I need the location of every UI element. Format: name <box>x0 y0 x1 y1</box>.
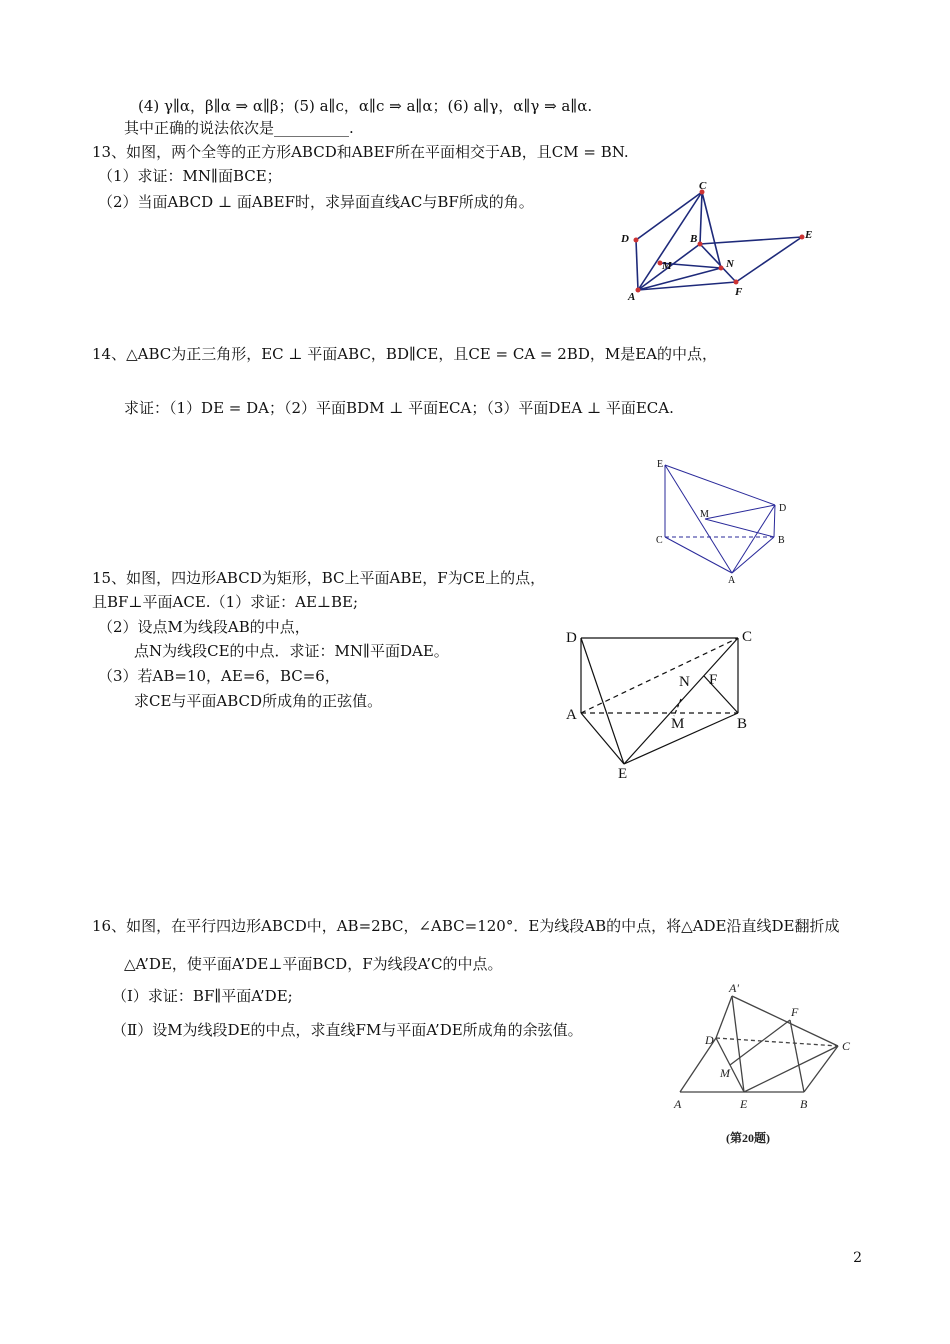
question-15-part-2: （2）设点M为线段AB的中点， <box>98 618 310 636</box>
label-E: E <box>618 766 628 782</box>
label-B: B <box>778 535 785 546</box>
question-15-part-2-cont: 点N为线段CE的中点．求证：MN∥平面DAE。 <box>134 642 449 660</box>
label-N: N <box>679 674 690 690</box>
label-A-prime: A' <box>729 981 739 995</box>
question-16-cont: △A’DE，使平面A’DE⊥平面BCD，F为线段A’C的中点。 <box>124 955 503 973</box>
label-F: F <box>791 1005 799 1019</box>
label-D: D <box>779 503 787 514</box>
figure-14-svg <box>650 455 800 585</box>
label-A: A <box>674 1097 682 1111</box>
label-E: E <box>657 459 664 470</box>
label-D: D <box>566 630 577 646</box>
label-E: E <box>740 1097 748 1111</box>
label-B: B <box>690 233 698 245</box>
question-13: 13、如图，两个全等的正方形ABCD和ABEF所在平面相交于AB，且CM = BN. <box>92 143 629 161</box>
figure-14 <box>650 455 800 585</box>
figure-16-svg <box>668 978 864 1156</box>
question-15-part-3: （3）若AB=10，AE=6，BC=6， <box>98 667 340 685</box>
label-M: M <box>700 509 709 520</box>
figure-15 <box>562 624 762 784</box>
label-A: A <box>728 575 736 585</box>
question-16-part-1: （Ⅰ）求证：BF∥平面A’DE; <box>112 987 293 1005</box>
label-C: C <box>656 535 663 546</box>
label-M: M <box>671 716 685 732</box>
label-C: C <box>699 180 707 192</box>
figure-caption: (第20题) <box>726 1131 770 1145</box>
question-13-part-2: （2）当面ABCD ⊥ 面ABEF时，求异面直线AC与BF所成的角。 <box>98 193 534 211</box>
label-M: M <box>720 1066 730 1080</box>
figure-13-svg <box>612 178 822 304</box>
question-14: 14、△ABC为正三角形，EC ⊥ 平面ABC，BD∥CE，且CE = CA = 2BD，M是EA的中点， <box>92 345 717 363</box>
question-14-parts: 求证：（1）DE = DA；（2）平面BDM ⊥ 平面ECA；（3）平面DEA ⊥ 平面ECA. <box>124 399 674 417</box>
statement-line: (4) γ∥α，β∥α ⇒ α∥β；(5) a∥c，α∥c ⇒ a∥α；(6) a∥γ，α∥γ ⇒ a∥α. <box>138 97 593 115</box>
answer-blank-line: 其中正确的说法依次是__________. <box>124 119 354 137</box>
question-13-part-1: （1）求证：MN∥面BCE； <box>98 167 282 185</box>
label-C: C <box>842 1039 851 1053</box>
label-B: B <box>737 716 748 732</box>
question-15: 15、如图，四边形ABCD为矩形，BC上平面ABE，F为CE上的点， <box>92 569 546 587</box>
label-F: F <box>709 672 718 688</box>
question-16-part-2: （Ⅱ）设M为线段DE的中点，求直线FM与平面A’DE所成角的余弦值。 <box>112 1021 583 1039</box>
label-B: B <box>800 1097 808 1111</box>
label-C: C <box>742 629 753 645</box>
label-E: E <box>805 229 813 241</box>
label-F: F <box>735 286 743 298</box>
question-16: 16、如图，在平行四边形ABCD中，AB=2BC，∠ABC=120°．E为线段AB的中点，将△ADE沿直线DE翻折成 <box>92 917 840 935</box>
question-15-part-3-cont: 求CE与平面ABCD所成角的正弦值。 <box>134 692 383 710</box>
page-number: 2 <box>853 1250 862 1266</box>
label-A: A <box>566 707 577 723</box>
label-N: N <box>726 258 734 270</box>
figure-15-svg <box>562 624 762 784</box>
figure-16 <box>668 978 864 1156</box>
label-D: D <box>621 233 629 245</box>
label-M: M <box>662 260 672 272</box>
figure-13 <box>612 178 822 304</box>
question-15-part-1: 且BF⊥平面ACE.（1）求证：AE⊥BE; <box>92 593 359 611</box>
label-D: D <box>705 1033 714 1047</box>
label-A: A <box>628 291 636 303</box>
